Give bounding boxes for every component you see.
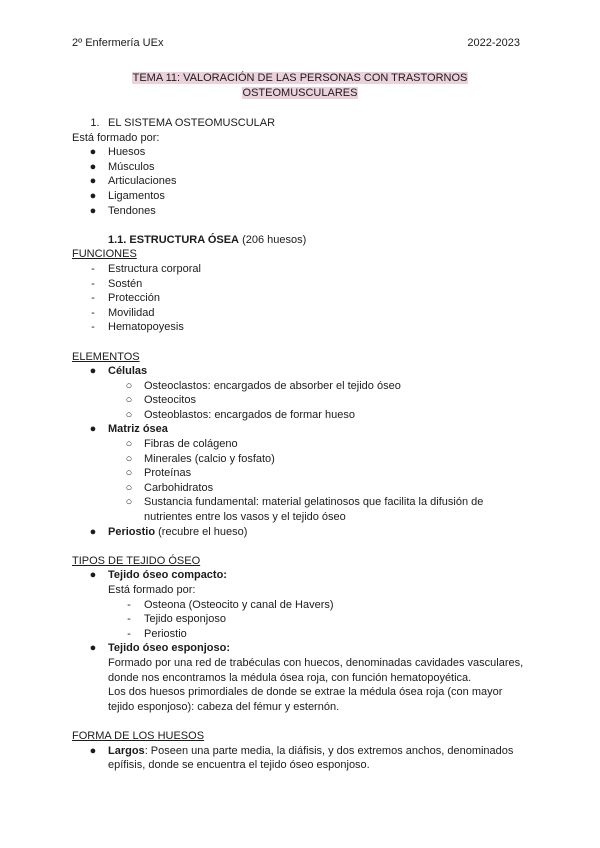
list-item: - Osteona (Osteocito y canal de Havers) [127, 598, 334, 611]
list-item: - Protección [91, 292, 160, 305]
list-item: ○ Osteoclastos: encargados de absorber el tejido óseo [125, 379, 401, 392]
document-body [72, 116, 528, 773]
elementos-periostio: ● Periostio (recubre el hueso) [89, 525, 248, 538]
list-item: ○ Carbohidratos [125, 481, 214, 494]
tipos-esponjoso: ● Tejido óseo esponjoso: [89, 642, 231, 655]
subsection-1-1-heading [72, 233, 528, 248]
forma-heading: FORMA DE LOS HUESOS [72, 729, 205, 742]
header-course: 2º Enfermería UEx [72, 37, 164, 49]
tipos-heading: TIPOS DE TEJIDO ÓSEO [72, 554, 201, 567]
elementos-matriz: ● Matriz ósea [89, 423, 168, 436]
subsection-1-1-title: 1.1. ESTRUCTURA ÓSEA [108, 233, 240, 246]
tipos-esponjoso-p2: Los dos huesos primordiales de donde se extrae la médula ósea roja (con mayor tejido esponjoso): cabeza del fémur y esternón. [108, 686, 503, 713]
section-1-list [72, 145, 528, 218]
list-item: ○ Sustancia fundamental: material gelatinosos que facilita la difusión de nutrientes entre los vasos y el tejido óseo [125, 496, 484, 524]
list-item: ● Ligamentos [89, 189, 165, 202]
list-item: ○ Fibras de colágeno [125, 438, 238, 451]
section-1-title: EL SISTEMA OSTEOMUSCULAR [108, 117, 276, 129]
title-line-2: OSTEOMUSCULARES [242, 87, 358, 99]
page-title [0, 71, 600, 101]
header-year: 2022-2023 [467, 37, 520, 49]
list-item: ○ Proteínas [125, 467, 192, 480]
list-item: ○ Osteoblastos: encargados de formar hueso [125, 408, 355, 421]
funciones-list [72, 262, 528, 335]
list-item: ● Tendones [89, 204, 156, 217]
tipos-compacto: ● Tejido óseo compacto: [89, 569, 227, 582]
list-item: - Movilidad [91, 306, 155, 319]
section-1-intro: Está formado por: [72, 131, 160, 144]
list-item: ○ Osteocitos [125, 394, 196, 407]
section-1-heading [72, 116, 528, 131]
section-1-number: 1. [90, 117, 100, 129]
forma-largos: ● Largos: Poseen una parte media, la diáfisis, y dos extremos anchos, denominados epífisis, donde se encuentra el tejido óseo esponjoso. [89, 744, 514, 772]
list-item: ● Músculos [89, 160, 155, 173]
list-item: ● Articulaciones [89, 175, 177, 188]
elementos-heading: ELEMENTOS [72, 350, 140, 363]
list-item: - Tejido esponjoso [127, 613, 226, 626]
tipos-compacto-intro: Está formado por: [108, 584, 196, 596]
funciones-heading: FUNCIONES [72, 248, 137, 261]
elementos-celulas: ● Células [89, 365, 148, 378]
list-item: ○ Minerales (calcio y fosfato) [125, 452, 275, 465]
list-item: - Periostio [127, 627, 187, 640]
list-item: - Hematopoyesis [91, 321, 184, 334]
title-line-1: TEMA 11: VALORACIÓN DE LAS PERSONAS CON TRASTORNOS [132, 72, 468, 84]
list-item: ● Huesos [89, 146, 146, 159]
list-item: - Estructura corporal [91, 262, 201, 275]
subsection-1-1-note: (206 huesos) [242, 233, 307, 246]
list-item: - Sostén [91, 277, 143, 290]
tipos-esponjoso-p1: Formado por una red de trabéculas con huecos, denominadas cavidades vasculares, donde nos encontramos la médula ósea roja, con función hematopoyética. [108, 656, 524, 684]
